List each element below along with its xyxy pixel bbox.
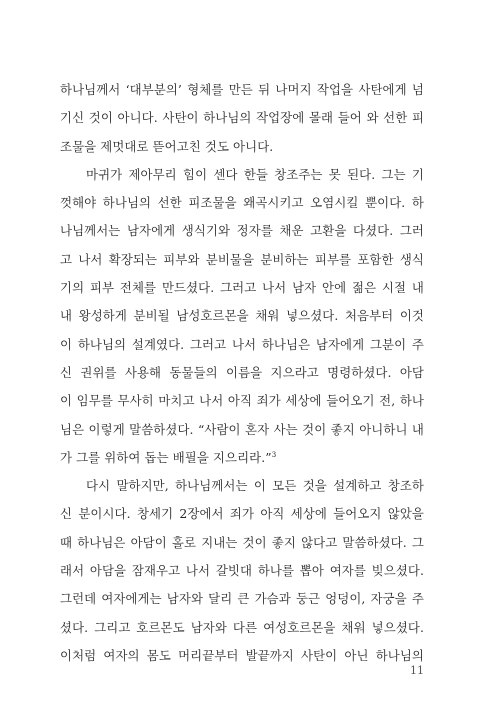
text-line: 기의 피부 전체를 만드셨다. 그러고 나서 남자 안에 젊은 시절 내 <box>60 280 424 296</box>
text-line: 신 권위를 사용해 동물들의 이름을 지으라고 명령하셨다. 아담 <box>60 364 424 380</box>
text-line: 셨다. 그리고 호르몬도 남자와 다른 여성호르몬을 채워 넣으셨다. <box>60 619 424 635</box>
text-line: 이 하나님의 설계였다. 그러고 나서 하나님은 남자에게 그분이 주 <box>60 336 424 352</box>
text-line: 신 분이시다. 창세기 2장에서 죄가 아직 세상에 들어오지 않았을 <box>60 506 424 522</box>
page-number: 11 <box>410 664 424 677</box>
text-line: 님은 이렇게 말씀하셨다. “사람이 혼자 사는 것이 좋지 아니하니 내 <box>60 421 424 437</box>
text-line: 조물을 제멋대로 뜯어고친 것도 아니다. <box>60 138 274 154</box>
text-line: 고 나서 확장되는 피부와 분비물을 분비하는 피부를 포함한 생식 <box>60 251 424 267</box>
text-line: 기신 것이 아니다. 사탄이 하나님의 작업장에 몰래 들어 와 선한 피 <box>60 110 424 126</box>
text-line: 하나님께서 ‘대부분의’ 형체를 만든 뒤 나머지 작업을 사탄에게 넘 <box>60 82 424 97</box>
text-line: 다시 말하지만, 하나님께서는 이 모든 것을 설계하고 창조하 <box>86 478 424 494</box>
text-line: 그런데 여자에게는 남자와 달리 큰 가슴과 둥근 엉덩이, 자궁을 주 <box>60 591 424 607</box>
text-line: 이 임무를 무사히 마치고 나서 아직 죄가 세상에 들어오기 전, 하나 <box>60 393 424 409</box>
footnote-marker[interactable]: 3 <box>271 450 277 459</box>
body-text <box>60 76 424 670</box>
text-line: 래서 아담을 잠재우고 나서 갈빗대 하나를 뽑아 여자를 빚으셨다. <box>60 563 424 579</box>
text-line-content: 가 그를 위하여 돕는 배필을 지으리라.” <box>60 449 272 465</box>
text-line-with-footnote <box>60 444 424 472</box>
text-line: 때 하나님은 아담이 홀로 지내는 것이 좋지 않다고 말씀하셨다. 그 <box>60 534 424 550</box>
text-line: 나님께서는 남자에게 생식기와 정자를 채운 고환을 다셨다. 그러 <box>60 223 424 239</box>
text-line: 마귀가 제아무리 힘이 센다 한들 창조주는 못 된다. 그는 기 <box>86 166 424 182</box>
text-line: 내 왕성하게 분비될 남성호르몬을 채워 넣으셨다. 처음부터 이것 <box>60 308 424 324</box>
text-line: 껏해야 하나님의 선한 피조물을 왜곡시키고 오염시킬 뿐이다. 하 <box>60 195 424 211</box>
text-line: 이처럼 여자의 몸도 머리끝부터 발끝까지 사탄이 아닌 하나님의 <box>60 647 424 663</box>
